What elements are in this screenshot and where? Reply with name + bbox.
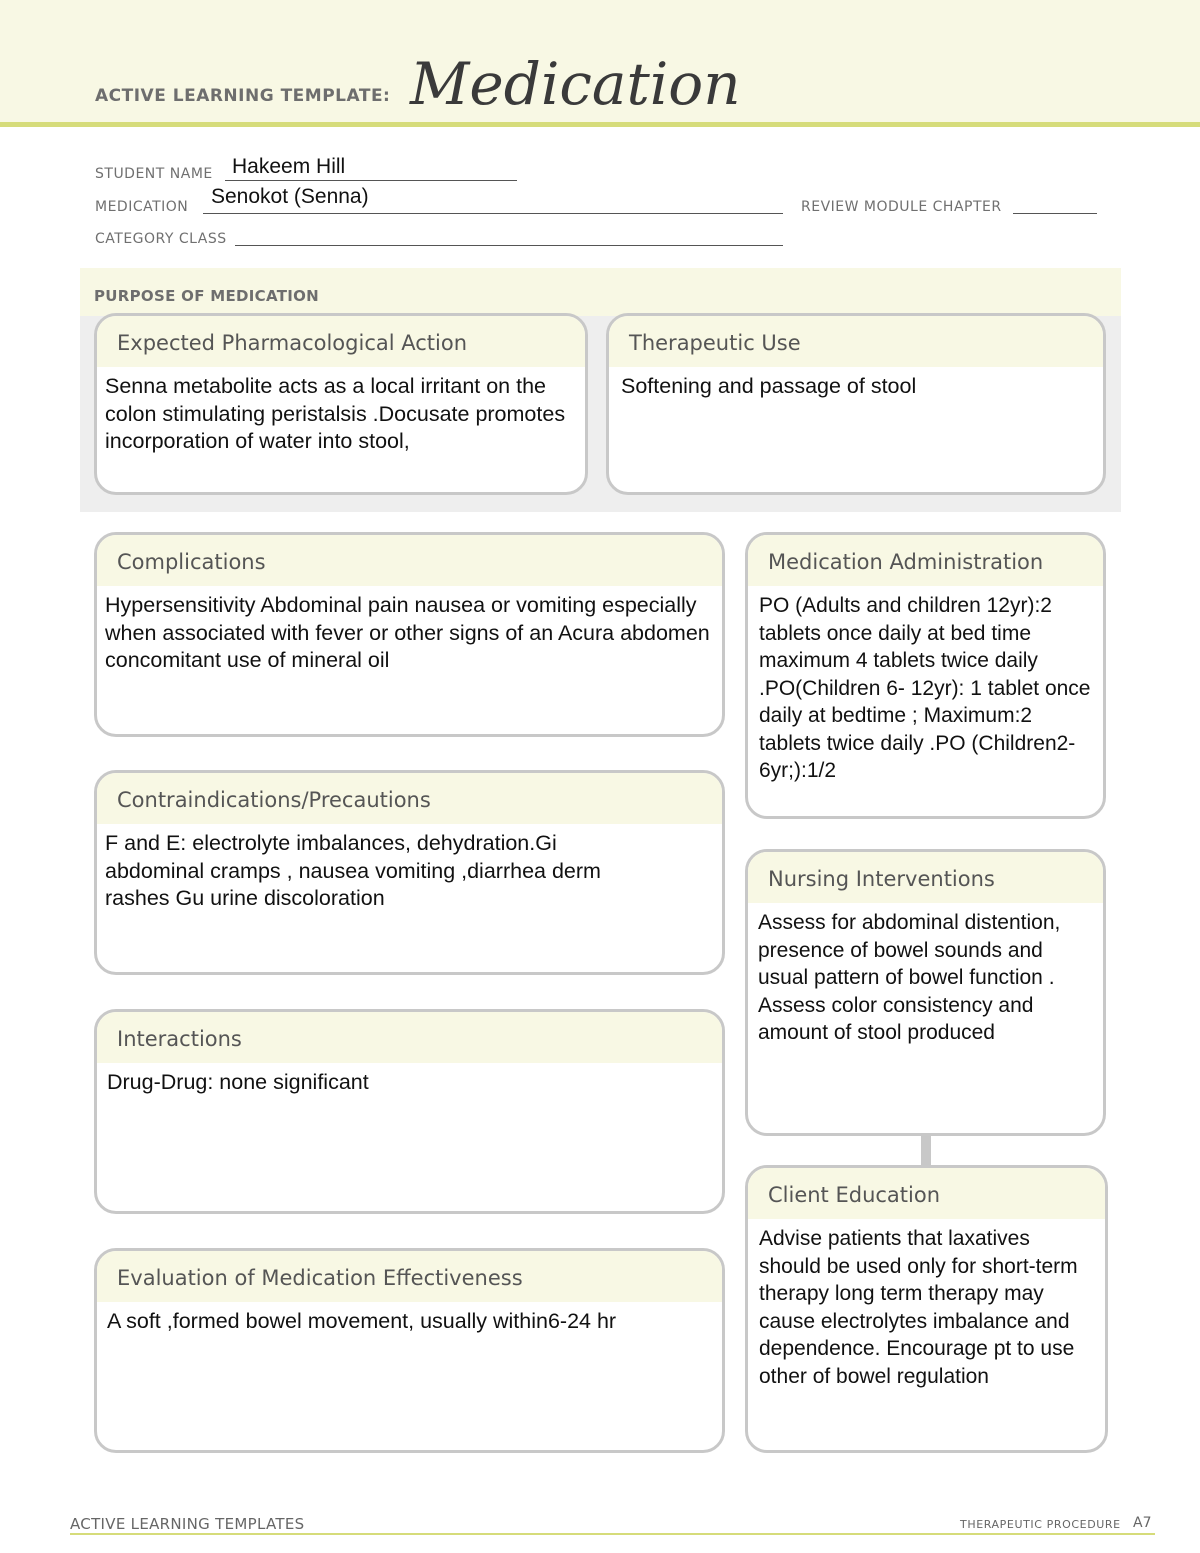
nursing-body[interactable]: Assess for abdominal distention, presence of bowel sounds and usual pattern of bowel function . Assess color consistency and amount of stool produced xyxy=(758,911,1061,1044)
student-name-value[interactable]: Hakeem Hill xyxy=(232,155,346,178)
interactions-title: Interactions xyxy=(97,1012,722,1063)
footer-left: ACTIVE LEARNING TEMPLATES xyxy=(70,1515,305,1533)
student-name-line[interactable] xyxy=(225,180,517,181)
interactions-body[interactable]: Drug-Drug: none significant xyxy=(107,1070,369,1094)
administration-title: Medication Administration xyxy=(748,535,1103,586)
expected-action-box[interactable] xyxy=(94,313,588,495)
footer-right: THERAPEUTIC PROCEDURE xyxy=(960,1518,1121,1531)
contraindications-title: Contraindications/Precautions xyxy=(97,773,722,824)
review-module-label: REVIEW MODULE CHAPTER xyxy=(801,199,1002,215)
evaluation-body[interactable]: A soft ,formed bowel movement, usually within6-24 hr xyxy=(107,1309,617,1333)
therapeutic-use-box[interactable] xyxy=(606,313,1106,495)
medication-value[interactable]: Senokot (Senna) xyxy=(211,185,369,208)
contraindications-box[interactable] xyxy=(94,770,725,975)
interactions-box[interactable] xyxy=(94,1009,725,1214)
template-label: ACTIVE LEARNING TEMPLATE: xyxy=(95,86,391,106)
complications-box[interactable] xyxy=(94,532,725,737)
page-number: A7 xyxy=(1133,1515,1152,1531)
education-box[interactable] xyxy=(745,1165,1108,1453)
medication-line[interactable] xyxy=(203,213,783,214)
nursing-title: Nursing Interventions xyxy=(748,852,1103,903)
administration-body[interactable]: PO (Adults and children 12yr):2 tablets once daily at bed time maximum 4 tablets twice daily .PO(Children 6- 12yr): 1 tablet once daily at bedtime ; Maximum:2 tablets twice daily .PO (Children2-6yr;):1/2 xyxy=(759,594,1091,782)
nursing-box[interactable] xyxy=(745,849,1106,1136)
page-title: Medication xyxy=(410,50,741,118)
education-title: Client Education xyxy=(748,1168,1105,1219)
contraindications-body[interactable]: F and E: electrolyte imbalances, dehydration.Gi abdominal cramps , nausea vomiting ,diarrhea derm rashes Gu urine discoloration xyxy=(105,831,601,910)
evaluation-box[interactable] xyxy=(94,1248,725,1453)
evaluation-title: Evaluation of Medication Effectiveness xyxy=(97,1251,722,1302)
expected-action-title: Expected Pharmacological Action xyxy=(97,316,585,367)
review-module-line[interactable] xyxy=(1013,213,1097,214)
footer-rule xyxy=(70,1533,1155,1535)
header-rule xyxy=(0,122,1200,127)
administration-box[interactable] xyxy=(745,532,1106,819)
connector-bar xyxy=(921,1134,931,1166)
medication-label: MEDICATION xyxy=(95,199,189,215)
therapeutic-use-title: Therapeutic Use xyxy=(609,316,1103,367)
education-body[interactable]: Advise patients that laxatives should be used only for short-term therapy long term therapy may cause electrolytes imbalance and dependence. Encourage pt to use other of bowel regulation xyxy=(759,1227,1078,1388)
complications-title: Complications xyxy=(97,535,722,586)
category-class-line[interactable] xyxy=(235,245,783,246)
complications-body[interactable]: Hypersensitivity Abdominal pain nausea or vomiting especially when associated with fever or other signs of an Acura abdomen concomitant use of mineral oil xyxy=(105,593,710,672)
therapeutic-use-body[interactable]: Softening and passage of stool xyxy=(621,374,917,398)
expected-action-body[interactable]: Senna metabolite acts as a local irritant on the colon stimulating peristalsis .Docusate promotes incorporation of water into stool, xyxy=(105,374,566,453)
purpose-label: PURPOSE OF MEDICATION xyxy=(94,287,320,305)
student-name-label: STUDENT NAME xyxy=(95,166,213,182)
category-class-label: CATEGORY CLASS xyxy=(95,231,227,247)
